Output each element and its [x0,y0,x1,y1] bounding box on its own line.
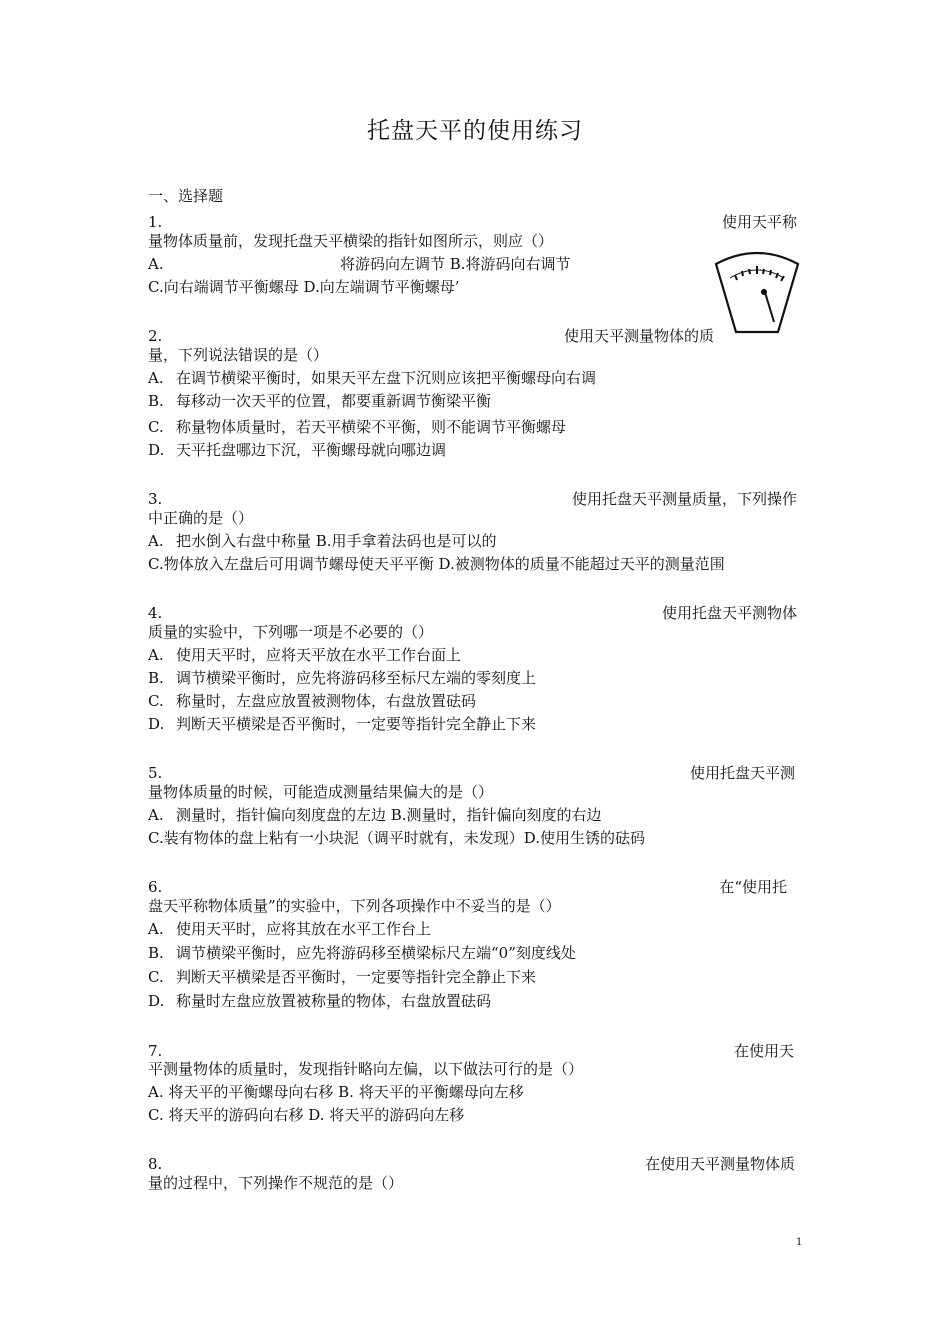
q6-option-c: C. 判断天平横梁是否平衡时，一定要等指针完全静止下来 [148,968,537,986]
q7-head: 在使用天 [733,1042,794,1060]
q4-head: 使用托盘天平测物体 [661,604,797,622]
q5-stem: 量物体质量的时候，可能造成测量结果偏大的是（） [148,783,494,801]
q3-head: 使用托盘天平测量质量，下列操作 [571,490,797,508]
q2-number: 2. [148,327,163,345]
q2-option-d: D. 天平托盘哪边下沉，平衡螺母就向哪边调 [148,441,447,459]
q5-head: 使用托盘天平测 [689,764,795,782]
q8-head: 在使用天平测量物体质 [644,1155,795,1173]
q2-option-b: B. 每移动一次天平的位置，都要重新调节衡梁平衡 [148,392,492,410]
q4-option-b: B. 调节横梁平衡时，应先将游码移至标尺左端的零刻度上 [148,669,537,687]
q2-option-a: A. 在调节横梁平衡时，如果天平左盘下沉则应该把平衡螺母向右调 [148,369,597,387]
q1-options-ab: 将游码向左调节 B.将游码向右调节 [340,255,571,273]
section-heading: 一、选择题 [148,187,224,205]
q7-options-cd: C. 将天平的游码向右移 D. 将天平的游码向左移 [148,1106,465,1124]
q6-option-b: B. 调节横梁平衡时，应先将游码移至横梁标尺左端“0”刻度线处 [148,944,576,962]
q1-options-cd: C.向右端调节平衡螺母 D.向左端调节平衡螺母’ [148,278,460,296]
q1-number: 1. [148,213,163,231]
q7-stem: 平测量物体的质量时，发现指针略向左偏，以下做法可行的是（） [148,1060,584,1078]
q5-options-cd: C.装有物体的盘上粘有一小块泥（调平时就有，未发现）D.使用生锈的砝码 [148,829,645,847]
q4-option-c: C. 称量时，左盘应放置被测物体，右盘放置砝码 [148,692,477,710]
q4-option-a: A. 使用天平时，应将天平放在水平工作台面上 [148,646,462,664]
q7-number: 7. [148,1042,163,1060]
page-title: 托盘天平的使用练习 [367,118,583,144]
balance-pointer-dial-figure [712,248,802,336]
q3-number: 3. [148,490,163,508]
q3-stem: 中正确的是（） [148,509,254,527]
q8-stem: 量的过程中，下列操作不规范的是（） [148,1174,404,1192]
q4-number: 4. [148,604,163,622]
q6-option-a: A. 使用天平时，应将其放在水平工作台上 [148,920,432,938]
q6-option-d: D. 称量时左盘应放置被称量的物体，右盘放置砝码 [148,992,492,1010]
q6-number: 6. [148,878,163,896]
q5-options-ab: A. 测量时，指针偏向刻度盘的左边 B.测量时，指针偏向刻度的右边 [148,806,602,824]
q2-head: 使用天平测量物体的质 [563,327,714,345]
q2-option-c: C. 称量物体质量时，若天平横梁不平衡，则不能调节平衡螺母 [148,418,567,436]
q1-head: 使用天平称 [721,213,797,231]
q2-stem: 量，下列说法错误的是（） [148,346,329,364]
page-number: 1 [796,1237,803,1248]
q4-option-d: D. 判断天平横梁是否平衡时，一定要等指针完全静止下来 [148,715,537,733]
q1-stem: 量物体质量前，发现托盘天平横梁的指针如图所示，则应（） [148,232,554,250]
q5-number: 5. [148,764,163,782]
q8-number: 8. [148,1155,163,1173]
q6-stem: 盘天平称物体质量”的实验中，下列各项操作中不妥当的是（） [148,897,561,915]
q3-options-cd: C.物体放入左盘后可用调节螺母使天平平衡 D.被测物体的质量不能超过天平的测量范围 [148,555,725,573]
q6-head: 在“使用托 [719,878,787,896]
q1-option-a-label: A. [148,255,164,273]
q3-options-ab: A. 把水倒入右盘中称量 B.用手拿着法码也是可以的 [148,532,497,550]
q7-options-ab: A. 将天平的平衡螺母向右移 B. 将天平的平衡螺母向左移 [148,1083,524,1101]
q4-stem: 质量的实验中，下列哪一项是不必要的（） [148,623,434,641]
